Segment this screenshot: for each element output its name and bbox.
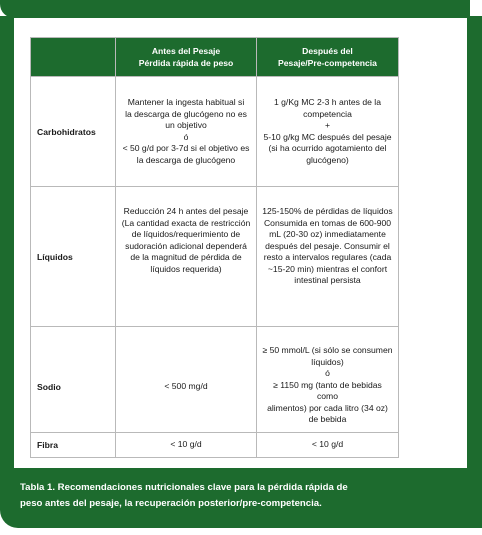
cell-line: ≥ 1150 mg (tanto de bebidas como	[273, 379, 382, 402]
cell-carbohidratos-after	[257, 77, 399, 187]
table-row	[31, 327, 399, 433]
cell-line: 5-10 g/kg MC después del pesaje	[263, 131, 392, 142]
cell-line: < 500 mg/d	[164, 380, 208, 391]
cell-line: de la magnitud de pérdida de	[130, 252, 242, 262]
cell-liquidos-before	[116, 187, 257, 327]
row-label-sodio: Sodio	[31, 327, 116, 433]
cell-sodio-after	[257, 327, 399, 433]
cell-liquidos-after	[257, 187, 399, 327]
row-label-carbohidratos: Carbohidratos	[31, 77, 116, 187]
cell-line: ó	[183, 131, 189, 142]
cell-line: después del pesaje. Consumir el	[265, 240, 390, 251]
cell-line: 125-150% de pérdidas de líquidos	[262, 206, 393, 216]
cell-line: ~15-20 min) mientras el confort	[267, 263, 388, 274]
cell-line: Consumida en tomas de 600-900	[263, 217, 392, 228]
caption-line1: Tabla 1. Recomendaciones nutricionales clave para la pérdida rápida de	[20, 482, 348, 493]
cell-line: intestinal persista	[294, 275, 361, 285]
cell-sodio-before	[116, 327, 257, 433]
cell-carbohidratos-before	[116, 77, 257, 187]
cell-line: resto a intervalos regulares (cada	[263, 252, 392, 262]
cell-line: de bebida	[308, 414, 347, 425]
row-label-fibra: Fibra	[31, 433, 116, 458]
cell-line: alimentos) por cada litro (34 oz)	[267, 402, 388, 413]
header-after-weighin	[257, 38, 399, 77]
header-before-line2: Pérdida rápida de peso	[138, 58, 234, 68]
cell-line: glucógeno)	[306, 154, 349, 165]
cell-line: la descarga de glucógeno	[136, 154, 236, 165]
cell-fibra-before	[116, 433, 257, 458]
cell-line: líquidos)	[311, 356, 344, 367]
table-panel	[14, 18, 467, 468]
cell-line: la descarga de glucógeno no es	[125, 108, 247, 119]
table-row	[31, 433, 399, 458]
header-empty	[31, 38, 116, 77]
nutrition-table	[30, 37, 399, 458]
cell-line: Reducción 24 h antes del pesaje	[123, 206, 249, 216]
header-before-line1: Antes del Pesaje	[151, 46, 221, 56]
header-before-weighin	[116, 38, 257, 77]
cell-line: mL (20-30 oz) inmediatamente	[269, 229, 386, 239]
cell-line: (La cantidad exacta de restricción	[121, 217, 251, 228]
cell-line: < 10 g/d	[170, 439, 202, 450]
cell-line: competencia	[303, 108, 352, 119]
cell-line: 1 g/Kg MC 2-3 h antes de la	[273, 97, 381, 107]
cell-line: un objetivo	[165, 120, 207, 130]
cell-line: líquidos requerida)	[150, 263, 222, 274]
caption-line2: peso antes del pesaje, la recuperación posterior/pre-competencia.	[20, 498, 322, 509]
cell-line: de líquidos/requerimiento de	[131, 229, 241, 239]
cell-line: < 10 g/d	[311, 439, 344, 450]
header-after-line1: Después del	[302, 46, 353, 56]
table-caption	[20, 480, 470, 512]
table-row	[31, 187, 399, 327]
header-after-line2: Pesaje/Pre-competencia	[278, 58, 377, 68]
table-header-row	[31, 38, 399, 77]
cell-line: < 50 g/d por 3-7d si el objetivo es	[122, 143, 250, 153]
cell-line: ó	[325, 368, 330, 379]
row-label-liquidos: Líquidos	[31, 187, 116, 327]
cell-line: Mantener la ingesta habitual si	[127, 97, 245, 107]
cell-fibra-after	[257, 433, 399, 458]
cell-line: ≥ 50 mmol/L (si sólo se consumen	[262, 345, 393, 356]
green-frame-top	[0, 0, 470, 18]
cell-line: (si ha ocurrido agotamiento del	[268, 143, 387, 153]
table-row	[31, 77, 399, 187]
cell-line: sudoración adicional dependerá	[125, 240, 247, 251]
cell-line: +	[324, 120, 331, 130]
